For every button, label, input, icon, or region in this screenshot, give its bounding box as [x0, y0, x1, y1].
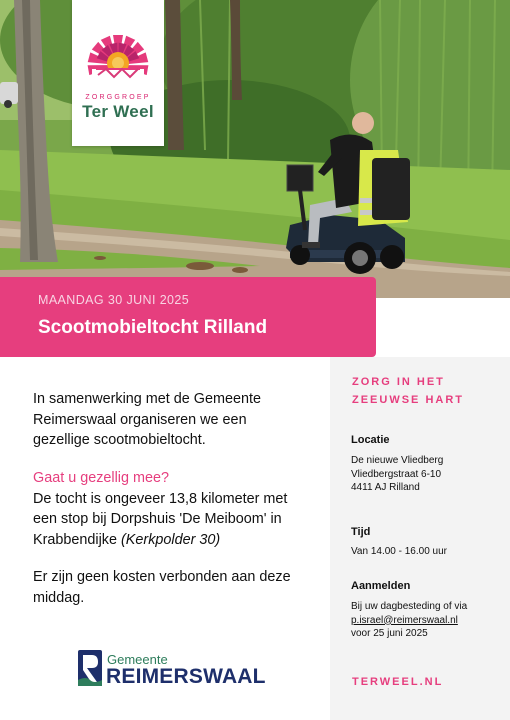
sidebar-tagline	[352, 373, 502, 409]
intro-line-2: Reimerswaal organiseren we een	[33, 411, 247, 428]
event-banner	[0, 277, 376, 357]
aanmelden-email-link[interactable]: p.israel@reimerswaal.nl	[351, 614, 458, 626]
route-line-3-plain: Krabbendijke	[33, 531, 118, 548]
logo-name: Ter Weel	[82, 102, 154, 121]
intro-line-3: gezellige scootmobieltocht.	[33, 432, 206, 448]
tijd-heading: Tijd	[351, 526, 371, 538]
gemeente-name: REIMERSWAAL	[106, 665, 266, 688]
route-address: (Kerkpolder 30)	[121, 531, 221, 548]
locatie-line-1: De nieuwe Vliedberg	[351, 455, 444, 466]
aanmelden-heading: Aanmelden	[351, 580, 411, 592]
costs-line-2: middag.	[33, 589, 85, 606]
gemeente-prefix: Gemeente	[107, 652, 168, 667]
tijd-value: Van 14.00 - 16.00 uur	[351, 546, 447, 557]
website-link[interactable]: TERWEEL.NL	[352, 676, 444, 688]
route-line-1: De tocht is ongeveer 13,8 kilometer met	[33, 490, 288, 507]
locatie-heading: Locatie	[351, 434, 390, 446]
costs-line-1: Er zijn geen kosten verbonden aan deze	[33, 569, 291, 585]
tagline-line-1: ZORG IN HET	[352, 376, 445, 388]
costs-paragraph	[33, 567, 323, 608]
locatie-line-2: Vliedbergstraat 6-10	[351, 468, 442, 480]
aanmelden-info	[351, 600, 467, 641]
route-paragraph	[33, 468, 323, 550]
locatie-line-3: 4411 AJ Rilland	[351, 482, 420, 493]
locatie-address	[351, 454, 443, 495]
aanmelden-line-1: Bij uw dagbesteding of via	[351, 601, 468, 612]
flower-logo-icon	[83, 34, 153, 92]
event-title: Scootmobieltocht Rilland	[38, 317, 268, 338]
event-date: MAANDAG 30 JUNI 2025	[38, 293, 190, 307]
intro-line-1: In samenwerking met de Gemeente	[33, 391, 261, 407]
route-line-3	[33, 530, 323, 551]
ter-weel-logo	[72, 0, 164, 146]
info-sidebar	[330, 357, 510, 720]
tagline-line-2: ZEEUWSE HART	[352, 394, 464, 406]
route-line-2: een stop bij Dorpshuis 'De Meiboom' in	[33, 511, 282, 527]
intro-paragraph	[33, 389, 323, 451]
logo-org-label: ZORGGROEP	[85, 94, 151, 101]
gemeente-reimerswaal-logo-icon	[78, 650, 104, 690]
aanmelden-deadline: voor 25 juni 2025	[351, 628, 428, 639]
question-heading: Gaat u gezellig mee?	[33, 470, 169, 486]
